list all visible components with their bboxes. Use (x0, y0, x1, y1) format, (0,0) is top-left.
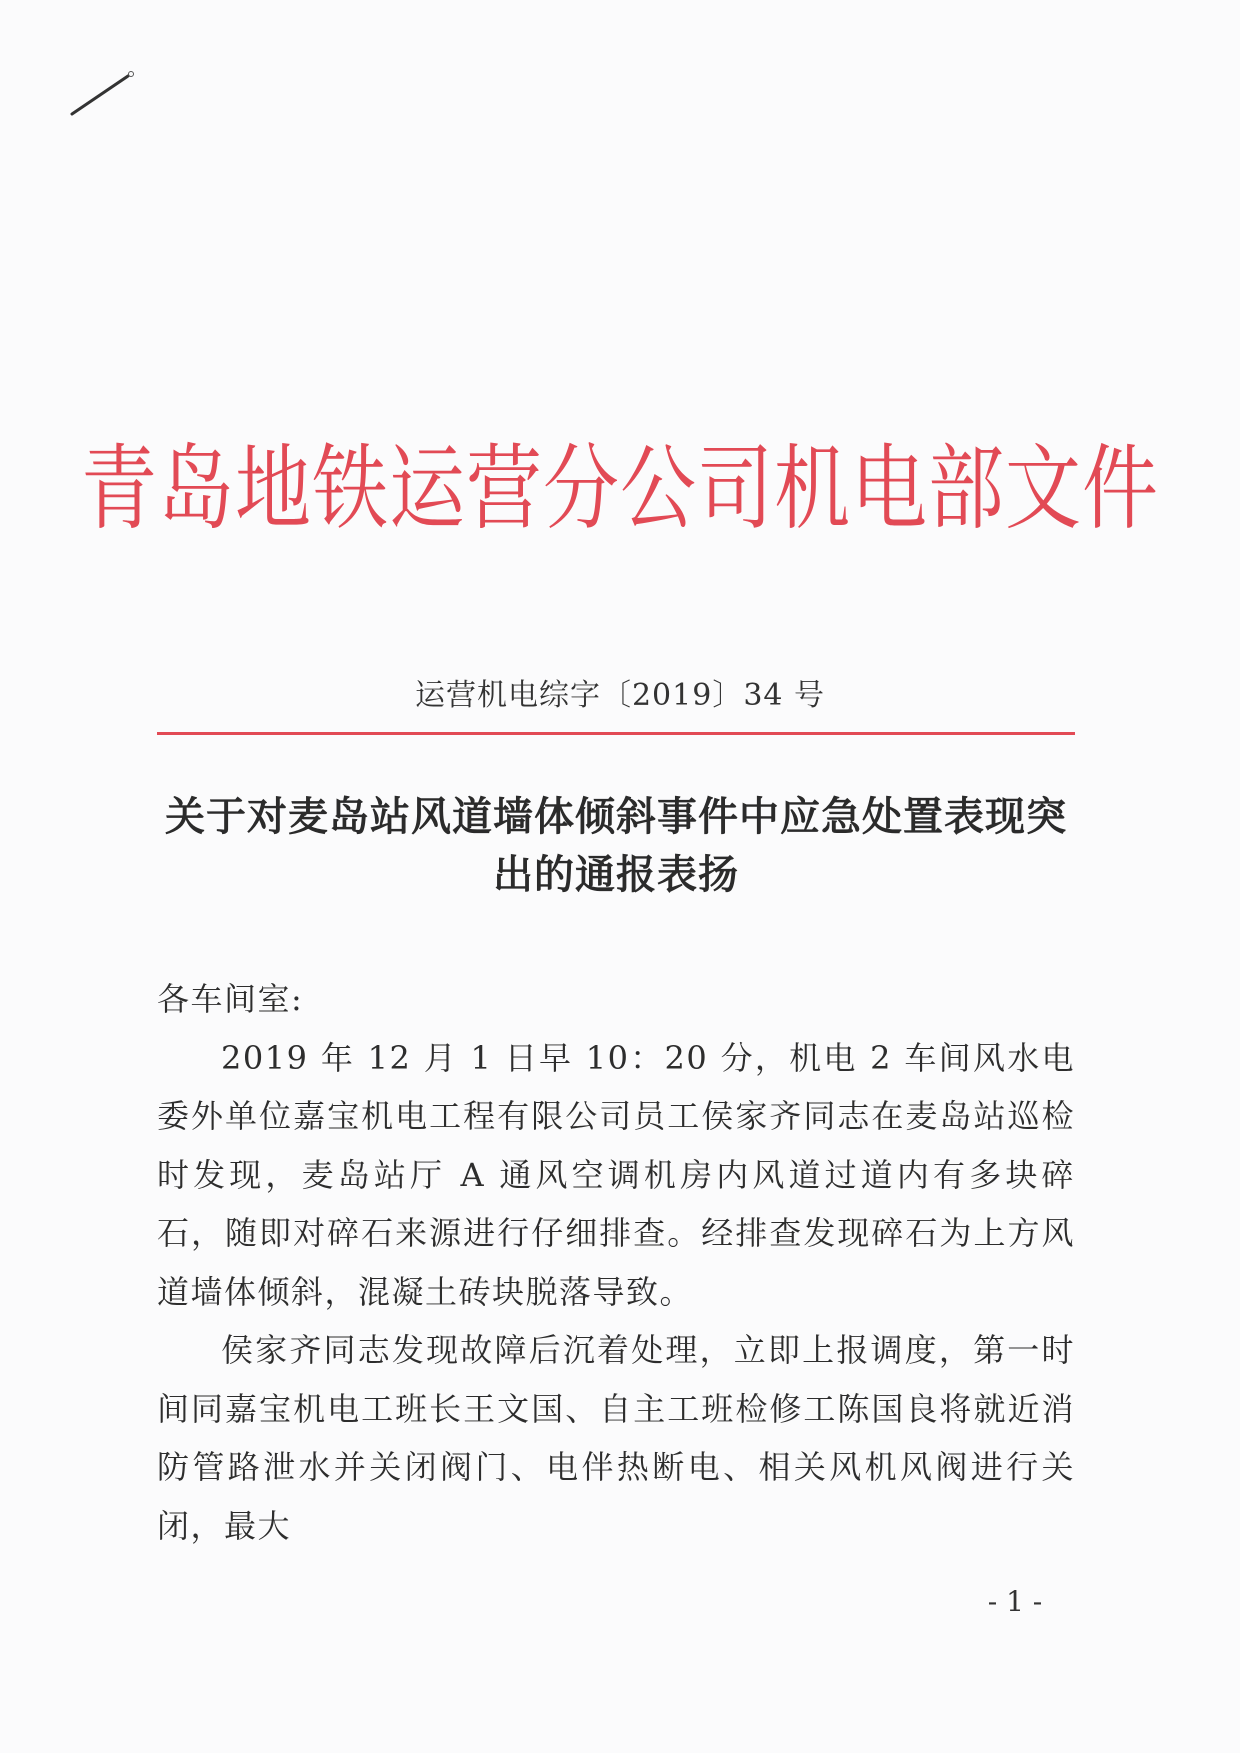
paragraph: 侯家齐同志发现故障后沉着处理，立即上报调度，第一时间同嘉宝机电工班长王文国、自主工班检修工陈国良将就近消防管路泄水并关闭阀门、电伴热断电、相关风机风阀进行关闭，最大 (157, 1331, 1075, 1545)
document-body (157, 970, 1075, 1555)
paragraph: 2019 年 12 月 1 日早 10：20 分，机电 2 车间风水电委外单位嘉宝机电工程有限公司员工侯家齐同志在麦岛站巡检时发现，麦岛站厅 A 通风空调机房内风道过道内有多块碎石，随即对碎石来源进行仔细排查。经排查发现碎石为上方风道墙体倾斜，混凝土砖块脱落导致。 (157, 1038, 1075, 1311)
notice-title: 关于对麦岛站风道墙体倾斜事件中应急处置表现突出的通报表扬 (165, 793, 1067, 898)
pen-stroke-mark (70, 70, 140, 120)
page-number: - 1 - (987, 1585, 1043, 1618)
red-divider-line (157, 732, 1075, 735)
document-number: 运营机电综字〔2019〕34 号 (414, 678, 826, 713)
salutation: 各车间室: (157, 980, 304, 1018)
issuer-red-header: 青岛地铁运营分公司机电部文件 (81, 434, 1159, 543)
